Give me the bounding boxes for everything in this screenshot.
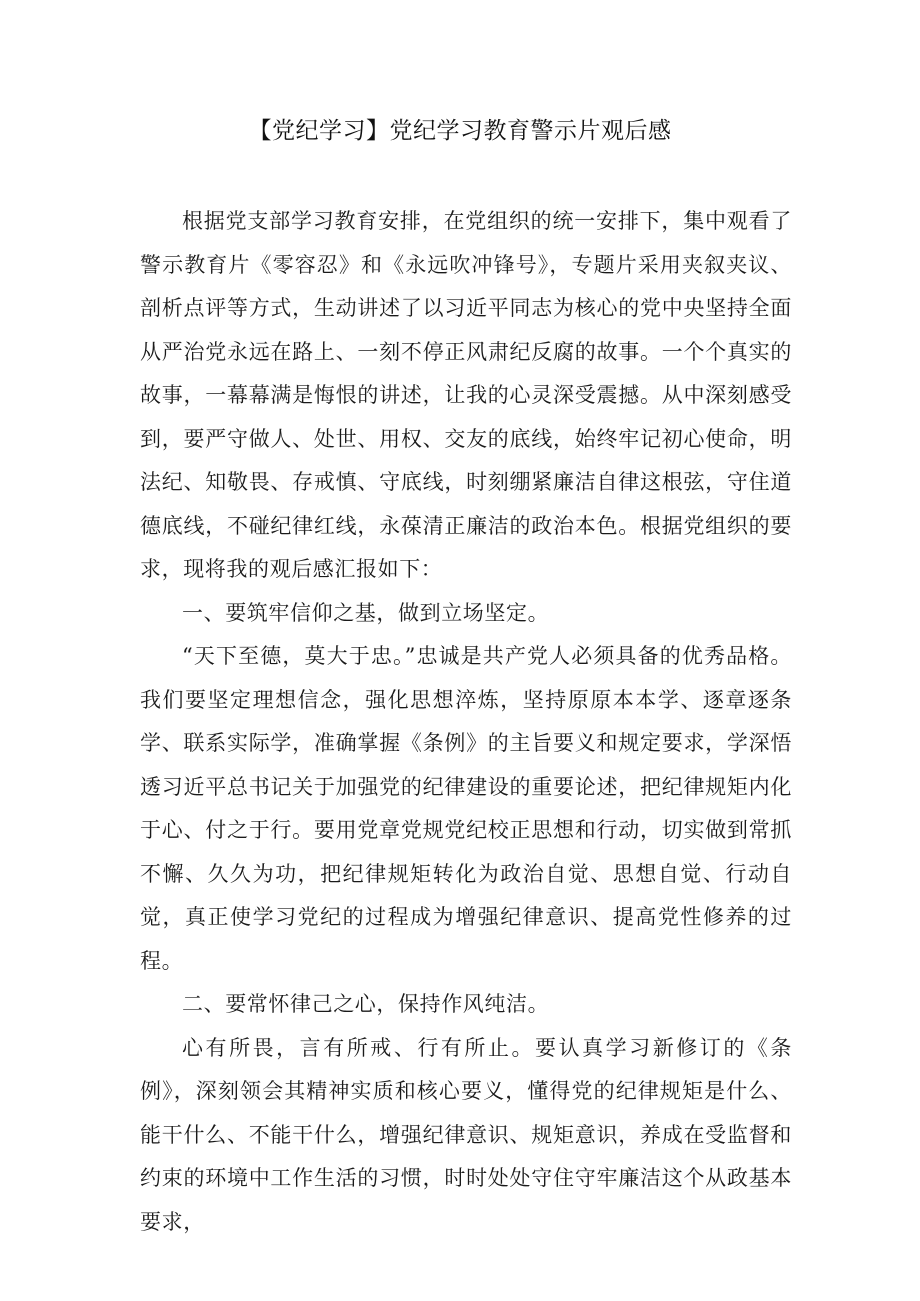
paragraph-intro: 根据党支部学习教育安排，在党组织的统一安排下，集中观看了警示教育片《零容忍》和《永远吹冲锋号》，专题片采用夹叙夹议、剖析点评等方式，生动讲述了以习近平同志为核心的党中央坚持全面从严治党永远在路上、一刻不停正风肃纪反腐的故事。一个个真实的故事，一幕幕满是悔恨的讲述，让我的心灵深受震撼。从中深刻感受到，要严守做人、处世、用权、交友的底线，始终牢记初心使命，明法纪、知敬畏、存戒慎、守底线，时刻绷紧廉洁自律这根弦，守住道德底线，不碰纪律红线，永葆清正廉洁的政治本色。根据党组织的要求，现将我的观后感汇报如下： <box>140 209 792 581</box>
paragraph-section-2: 心有所畏，言有所戒、行有所止。要认真学习新修订的《条例》，深刻领会其精神实质和核心要义，懂得党的纪律规矩是什么、能干什么、不能干什么，增强纪律意识、规矩意识，养成在受监督和约束的环境中工作生活的习惯，时时处处守住守牢廉洁这个从政基本要求， <box>140 1035 792 1234</box>
document-title: 【党纪学习】党纪学习教育警示片观后感 <box>248 118 672 144</box>
section-heading-2: 二、要常怀律己之心，保持作风纯洁。 <box>182 992 550 1016</box>
section-heading-1: 一、要筑牢信仰之基，做到立场坚定。 <box>182 600 550 625</box>
document-body <box>140 200 792 1244</box>
paragraph-section-1: “天下至德，莫大于忠。”忠诚是共产党人必须具备的优秀品格。我们要坚定理想信念，强化思想淬炼，坚持原原本本学、逐章逐条学、联系实际学，准确掌握《条例》的主旨要义和规定要求，学深悟透习近平总书记关于加强党的纪律建设的重要论述，把纪律规矩内化于心、付之于行。要用党章党规党纪校正思想和行动，切实做到常抓不懈、久久为功，把纪律规矩转化为政治自觉、思想自觉、行动自觉，真正使学习党纪的过程成为增强纪律意识、提高党性修养的过程。 <box>140 644 792 973</box>
